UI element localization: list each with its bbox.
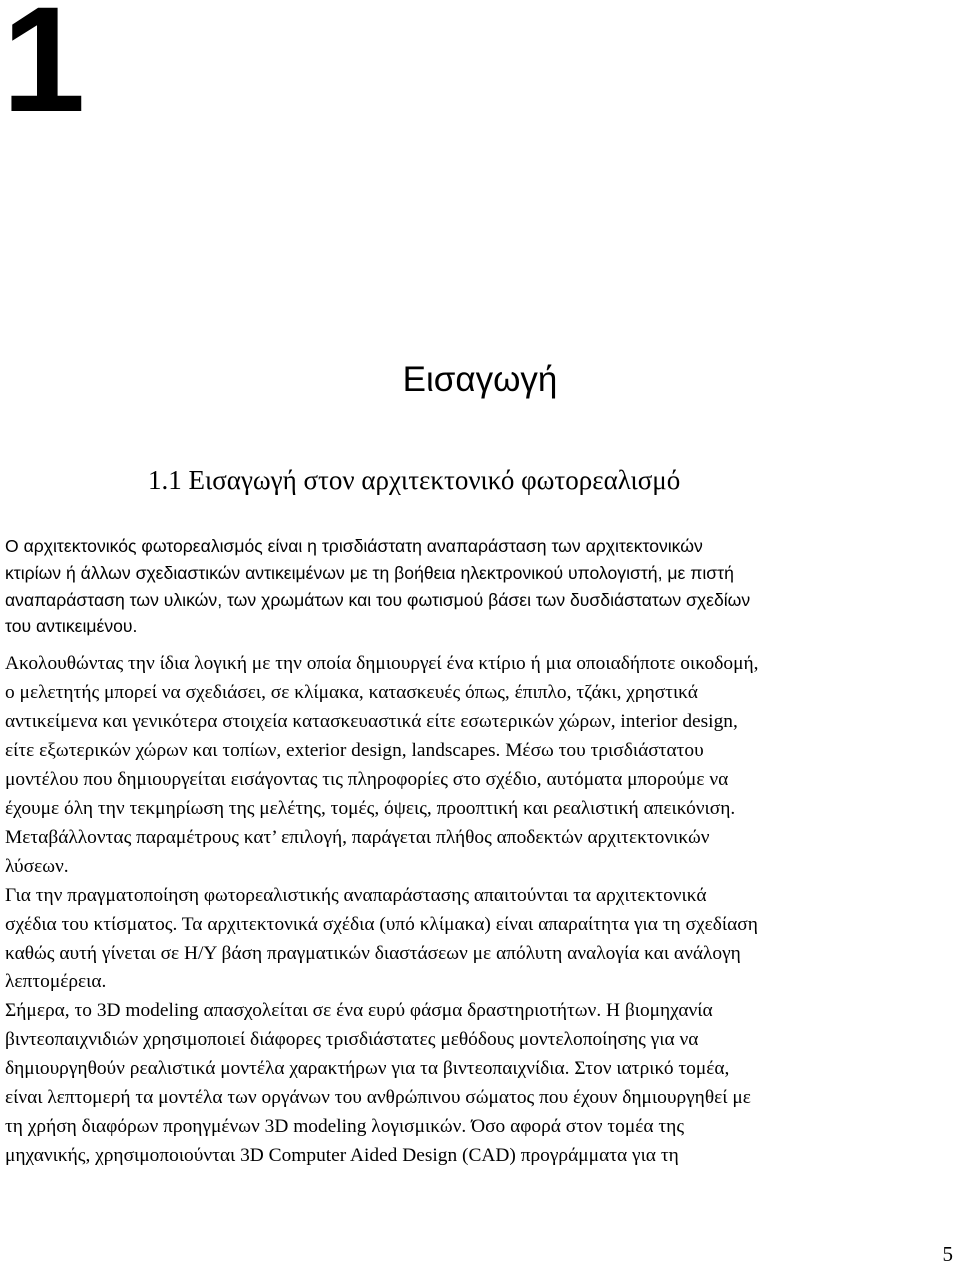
paragraph-line: Ο αρχιτεκτονικός φωτορεαλισμός είναι η τρισδιάστατη αναπαράσταση των αρχιτεκτονικών — [5, 536, 703, 556]
body-text — [0, 650, 960, 1171]
paragraph-line: λύσεων. — [5, 855, 69, 877]
chapter-number: 1 — [2, 0, 86, 143]
paragraph-line: τη χρήση διαφόρων προηγμένων 3D modeling λογισμικών. Όσο αφορά στον τομέα της — [5, 1116, 684, 1138]
paragraph-line: αντικείμενα και γενικότερα στοιχεία κατασκευαστικά είτε εσωτερικών χώρων, interior design, — [5, 710, 738, 732]
paragraph-line: είτε εξωτερικών χώρων και τοπίων, exterior design, landscapes. Μέσω του τρισδιάστατου — [5, 739, 704, 761]
paragraph-line: του αντικειμένου. — [5, 616, 138, 637]
paragraph-line: μηχανικής, χρησιμοποιούνται 3D Computer Aided Design (CAD) προγράμματα για τη — [5, 1145, 679, 1167]
paragraph-line: λεπτομέρεια. — [5, 971, 107, 993]
paragraph-line: αναπαράσταση των υλικών, των χρωμάτων και του φωτισμού βάσει των δυσδιάστατων σχεδίων — [5, 589, 751, 610]
paragraph-line: Σήμερα, το 3D modeling απασχολείται σε ένα ευρύ φάσμα δραστηριοτήτων. Η βιομηχανία — [5, 1000, 713, 1022]
paragraph-line: είναι λεπτομερή τα μοντέλα των οργάνων του ανθρώπινου σώματος που έχουν δημιουργηθεί με — [5, 1087, 751, 1109]
paragraph-line: καθώς αυτή γίνεται σε Η/Υ βάση πραγματικών διαστάσεων με απόλυτη αναλογία και ανάλογη — [5, 942, 741, 964]
paragraph-line: κτιρίων ή άλλων σχεδιαστικών αντικειμένων με τη βοήθεια ηλεκτρονικού υπολογιστή, με πιστή — [5, 562, 734, 583]
paragraph-line: μοντέλου που δημιουργείται εισάγοντας τις πληροφορίες στο σχέδιο, αυτόματα μπορούμε να — [5, 768, 729, 790]
paragraph-line: σχέδια του κτίσματος. Τα αρχιτεκτονικά σχέδια (υπό κλίμακα) είναι απαραίτητα για τη σχεδίαση — [5, 913, 758, 935]
paragraph-line: βιντεοπαιχνιδιών χρησιμοποιεί διάφορες τρισδιάστατες μεθόδους μοντελοποίησης για να — [5, 1029, 699, 1051]
paragraph-line: ο μελετητής μπορεί να σχεδιάσει, σε κλίμακα, κατασκευές όπως, έπιπλο, τζάκι, χρηστικά — [5, 681, 698, 703]
paragraph-line: Μεταβάλλοντας παραμέτρους κατ’ επιλογή, παράγεται πλήθος αποδεκτών αρχιτεκτονικών — [5, 826, 710, 848]
paragraph-line: έχουμε όλη την τεκμηρίωση της μελέτης, τομές, όψεις, προοπτική και ρεαλιστική απεικόνιση. — [5, 797, 736, 819]
paragraph-line: Ακολουθώντας την ίδια λογική με την οποία δημιουργεί ένα κτίριο ή μια οποιαδήποτε οικοδομή, — [5, 653, 759, 674]
paragraph-line: Για την πραγματοποίηση φωτορεαλιστικής αναπαράστασης απαιτούνται τα αρχιτεκτονικά — [5, 884, 707, 906]
chapter-title: Εισαγωγή — [402, 360, 558, 399]
page-number: 5 — [942, 1242, 953, 1266]
section-title: 1.1 Εισαγωγή στον αρχιτεκτονικό φωτορεαλισμό — [148, 465, 681, 495]
intro-paragraph — [0, 533, 960, 640]
paragraph-line: δημιουργηθούν ρεαλιστικά μοντέλα χαρακτήρων για τα βιντεοπαιχνίδια. Στον ιατρικό τομέα, — [5, 1058, 730, 1080]
